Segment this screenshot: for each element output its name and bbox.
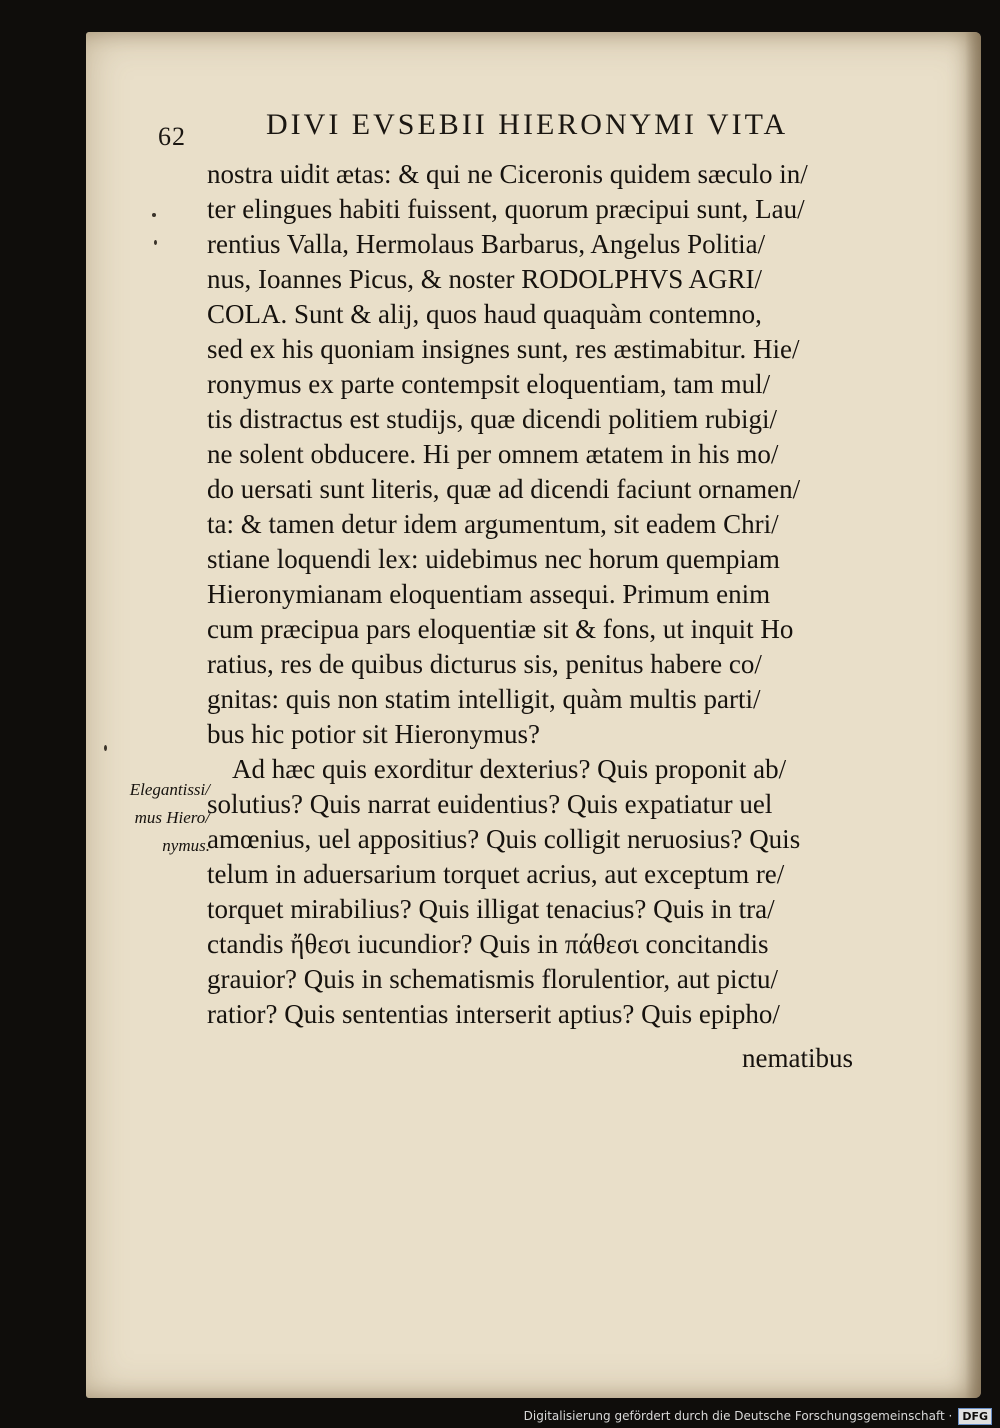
text-line: telum in aduersarium torquet acrius, aut exceptum re/ <box>207 859 785 889</box>
marginal-note <box>100 776 210 860</box>
text-line: ronymus ex parte contempsit eloquentiam, tam mul/ <box>207 369 771 399</box>
text-line: bus hic potior sit Hieronymus? <box>207 719 540 749</box>
marginal-note-line: Elegantissi/ <box>129 780 210 799</box>
text-line: ter elingues habiti fuissent, quorum præcipui sunt, Lau/ <box>207 194 805 224</box>
text-line: amœnius, uel appositius? Quis colligit neruosius? Quis <box>207 824 801 854</box>
marginal-note-line: nymus. <box>162 836 210 855</box>
text-line: Ad hæc quis exorditur dexterius? Quis proponit ab/ <box>232 754 787 784</box>
text-line: ratior? Quis sententias interserit aptius? Quis epipho/ <box>207 999 780 1029</box>
text-line: sed ex his quoniam insignes sunt, res æstimabitur. Hie/ <box>207 334 800 364</box>
text-line: ne solent obducere. Hi per omnem ætatem in his mo/ <box>207 439 779 469</box>
text-line: grauior? Quis in schematismis florulentior, aut pictu/ <box>207 964 779 994</box>
ink-speck <box>104 745 107 751</box>
text-line: gnitas: quis non statim intelligit, quàm multis parti/ <box>207 684 761 714</box>
text-line: Hieronymianam eloquentiam assequi. Primum enim <box>207 579 771 609</box>
text-line: nostra uidit ætas: & qui ne Ciceronis quidem sæculo in/ <box>207 159 808 189</box>
text-line: stiane loquendi lex: uidebimus nec horum quempiam <box>207 544 780 574</box>
running-head: DIVI EVSEBII HIERONYMI VITA <box>266 108 789 141</box>
text-line: nus, Ioannes Picus, & noster RODOLPHVS AGRI/ <box>207 264 763 294</box>
text-line: solutius? Quis narrat euidentius? Quis expatiatur uel <box>207 789 773 819</box>
text-line: do uersati sunt literis, quæ ad dicendi faciunt ornamen/ <box>207 474 801 504</box>
text-line: cum præcipua pars eloquentiæ sit & fons, ut inquit Ho <box>207 614 794 644</box>
text-line: ta: & tamen detur idem argumentum, sit eadem Chri/ <box>207 509 779 539</box>
dfg-logo: DFG <box>958 1408 992 1425</box>
funding-credit: Digitalisierung gefördert durch die Deutsche Forschungsgemeinschaft · <box>523 1409 953 1423</box>
text-line: ratius, res de quibus dicturus sis, penitus habere co/ <box>207 649 762 679</box>
text-line: tis distractus est studijs, quæ dicendi politiem rubigi/ <box>207 404 777 434</box>
page-number: 62 <box>158 122 186 151</box>
text-line: ctandis ἤθεσι iucundior? Quis in πάθεσι concitandis <box>207 929 769 959</box>
catchword: nematibus <box>742 1043 853 1073</box>
text-line: rentius Valla, Hermolaus Barbarus, Angelus Politia/ <box>207 229 766 259</box>
digitization-footer <box>0 1404 1000 1428</box>
ink-speck <box>154 240 157 245</box>
marginal-note-line: mus Hiero/ <box>134 808 210 827</box>
text-line: torquet mirabilius? Quis illigat tenacius? Quis in tra/ <box>207 894 775 924</box>
text-line: COLA. Sunt & alij, quos haud quaquàm contemno, <box>207 299 762 329</box>
ink-speck <box>152 213 156 217</box>
